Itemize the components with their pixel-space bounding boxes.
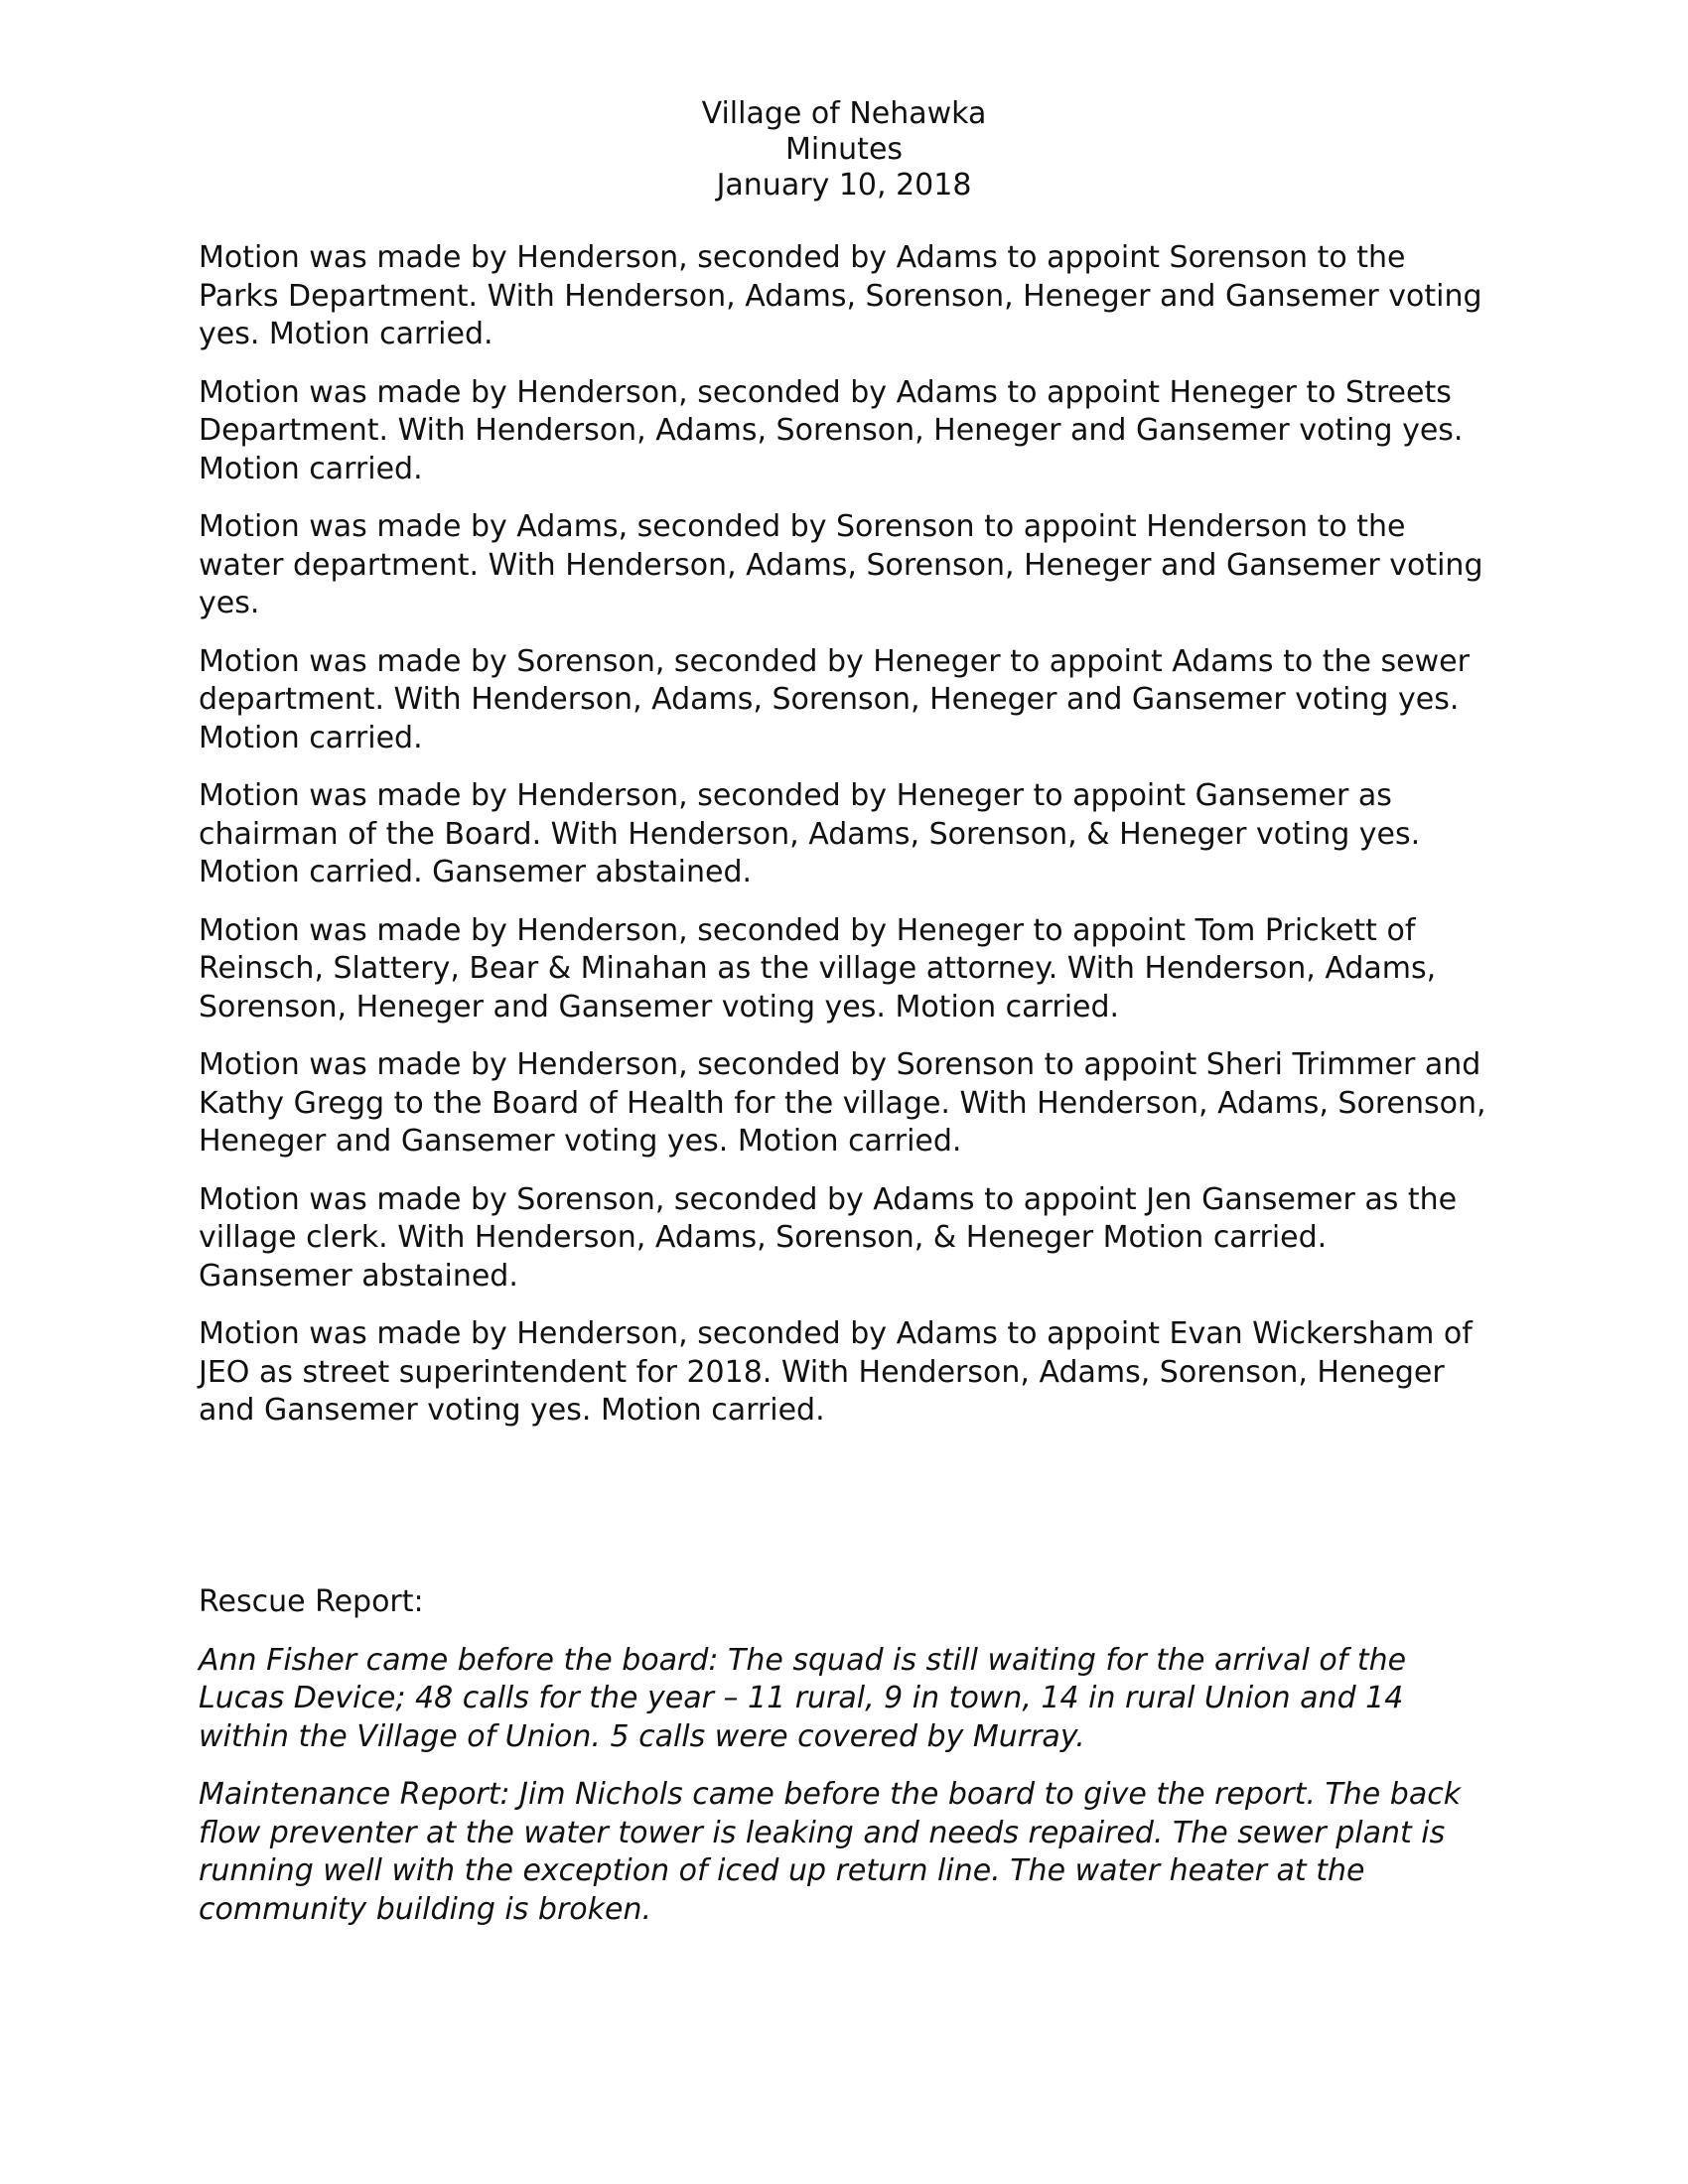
- motion-paragraph: Motion was made by Henderson, seconded by Adams to appoint Evan Wickersham of JEO as street superintendent for 2018. With Henderson, Adams, Sorenson, Heneger and Gansemer voting yes. Motion carried.: [199, 1316, 1473, 1428]
- motion-paragraph: Motion was made by Henderson, seconded by Heneger to appoint Gansemer as chairman of the Board. With Henderson, Adams, Sorenson, & Heneger voting yes. Motion carried. Gansemer abstained.: [199, 778, 1421, 889]
- rescue-report-text: Ann Fisher came before the board: The squad is still waiting for the arrival of the Lucas Device; 48 calls for the year – 11 rural, 9 in town, 14 in rural Union and 14 within the Village of Union. 5 calls were covered by Murray.: [199, 1642, 1407, 1754]
- motion-paragraph: Motion was made by Henderson, seconded by Sorenson to appoint Sheri Trimmer and Kathy Gregg to the Board of Health for the village. With Henderson, Adams, Sorenson, Heneger and Gansemer voting yes. Motion carried.: [199, 1047, 1486, 1159]
- motions-section: [199, 239, 1489, 1450]
- motion-paragraph: Motion was made by Henderson, seconded by Adams to appoint Heneger to Streets Department. With Henderson, Adams, Sorenson, Heneger and Gansemer voting yes. Motion carried.: [199, 374, 1464, 486]
- motion-paragraph: Motion was made by Adams, seconded by Sorenson to appoint Henderson to the water department. With Henderson, Adams, Sorenson, Heneger and Gansemer voting yes.: [199, 509, 1483, 620]
- document-header: [0, 96, 1688, 204]
- motion-paragraph: Motion was made by Henderson, seconded by Heneger to appoint Tom Prickett of Reinsch, Slattery, Bear & Minahan as the village attorney. With Henderson, Adams, Sorenson, Heneger and Gansemer voting yes. Motion carried.: [199, 912, 1437, 1024]
- motion-paragraph: Motion was made by Sorenson, seconded by Heneger to appoint Adams to the sewer department. With Henderson, Adams, Sorenson, Heneger and Gansemer voting yes. Motion carried.: [199, 643, 1470, 755]
- motion-paragraph: Motion was made by Henderson, seconded by Adams to appoint Sorenson to the Parks Department. With Henderson, Adams, Sorenson, Heneger and Gansemer voting yes. Motion carried.: [199, 240, 1482, 351]
- village-name: Village of Nehawka: [701, 96, 987, 131]
- maintenance-report-text: Maintenance Report: Jim Nichols came before the board to give the report. The back flow preventer at the water tower is leaking and needs repaired. The sewer plant is running well with the exception of iced up return line. The water heater at the community building is broken.: [199, 1777, 1462, 1927]
- document-type: Minutes: [784, 132, 904, 167]
- meeting-date: January 10, 2018: [716, 168, 972, 203]
- motion-paragraph: Motion was made by Sorenson, seconded by Adams to appoint Jen Gansemer as the village clerk. With Henderson, Adams, Sorenson, & Heneger Motion carried. Gansemer abstained.: [199, 1181, 1458, 1294]
- rescue-report-heading: Rescue Report:: [199, 1584, 424, 1619]
- reports-section: [199, 1583, 1489, 1949]
